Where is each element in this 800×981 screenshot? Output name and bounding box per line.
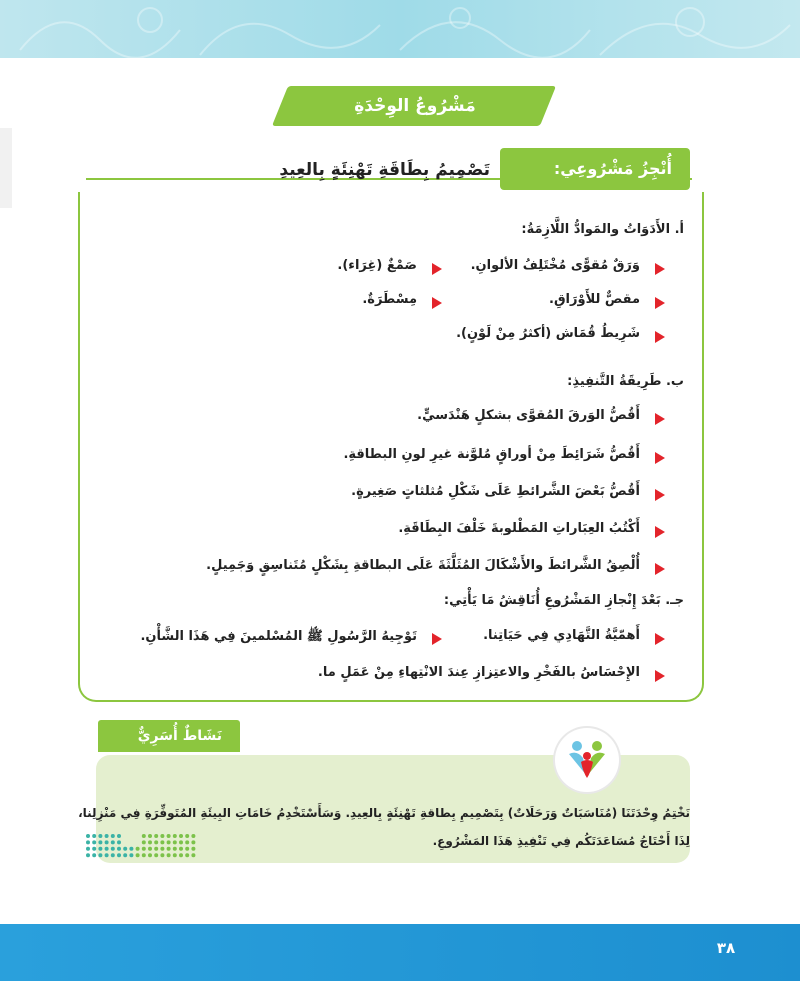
logo-dot (86, 853, 90, 857)
logo-dot (105, 840, 109, 844)
ministry-logo-dots (84, 832, 200, 860)
logo-dot (148, 847, 152, 851)
logo-dot (148, 834, 152, 838)
logo-dot (117, 853, 121, 857)
logo-dot (160, 834, 164, 838)
logo-dot (191, 847, 195, 851)
logo-dot (148, 853, 152, 857)
logo-dot (142, 847, 146, 851)
logo-dot (160, 847, 164, 851)
family-icon (555, 728, 619, 792)
arrow-bullet-icon (655, 413, 665, 425)
family-activity-text-2: لِذَا أَحْتَاجُ مُسَاعَدَتَكُم فِي تَنْفِيذِ هَذَا المَشْرُوعِ. (432, 834, 690, 848)
project-title: تَصْمِيمُ بِطَاقَةِ تَهْنِئَةٍ بِالعِيدِ (279, 160, 490, 180)
arrow-bullet-icon (655, 563, 665, 575)
logo-dot (98, 853, 102, 857)
bottom-band (0, 924, 800, 981)
logo-dot (86, 834, 90, 838)
logo-dot (167, 840, 171, 844)
arrow-bullet-icon (655, 633, 665, 645)
section-b-title: ب. طَرِيقَةُ التَّنفِيذِ: (567, 374, 684, 389)
logo-dot (173, 834, 177, 838)
logo-dot (191, 840, 195, 844)
arrow-bullet-icon (655, 489, 665, 501)
list-item: أَقُصُّ شَرَائِطَ مِنْ أوراقٍ مُلوَّنة غيرِ لونِ البطاقةِ. (343, 447, 640, 462)
logo-dot (111, 840, 115, 844)
logo-dot (185, 853, 189, 857)
logo-dot (117, 834, 121, 838)
logo-dot (154, 847, 158, 851)
list-item: أُلْصِقُ الشَّرائطَ والأَشْكَالَ المُثَلَّثَةَ عَلَى البطاقةِ بِشَكْلٍ مُتَناسِقٍ وَجَمِيلٍ. (206, 558, 640, 573)
logo-dot (86, 847, 90, 851)
list-item: أَكْتُبُ العِبَاراتِ المَطْلوبةَ خَلْفَ البِطَاقَةِ. (398, 521, 640, 536)
logo-dot (185, 847, 189, 851)
logo-dot (86, 840, 90, 844)
section-c-title: جـ. بَعْدَ إِنْجازِ المَشْرُوعِ أُنَاقِشُ مَا يَأْتِي: (443, 593, 684, 608)
logo-dot (179, 853, 183, 857)
arrow-bullet-icon (432, 297, 442, 309)
list-item: مقصٌّ للأَوْرَاقِ. (549, 292, 640, 307)
logo-dot (92, 847, 96, 851)
logo-dot (142, 834, 146, 838)
logo-dot (111, 853, 115, 857)
logo-dot (105, 853, 109, 857)
family-figures (555, 728, 619, 792)
arrow-bullet-icon (432, 263, 442, 275)
list-item: أَهمّيَّةُ التَّهَادِي فِي حَيَاتِنا. (483, 628, 640, 643)
arrow-bullet-icon (655, 297, 665, 309)
arrow-bullet-icon (655, 452, 665, 464)
logo-dot (98, 840, 102, 844)
section-a-title: أ. الأَدَوَاتُ والمَوادُّ اللَّازِمَةُ: (521, 222, 684, 237)
logo-dot (179, 834, 183, 838)
logo-dot (98, 834, 102, 838)
logo-dot (179, 840, 183, 844)
logo-dot (167, 853, 171, 857)
list-item: مِسْطَرَةٌ. (362, 292, 417, 307)
logo-dot (185, 840, 189, 844)
arrow-bullet-icon (655, 331, 665, 343)
logo-dot (185, 834, 189, 838)
logo-dot (92, 853, 96, 857)
list-item: وَرَقٌ مُقوًّى مُخْتَلِفُ الألوانِ. (470, 258, 640, 273)
logo-dot (142, 853, 146, 857)
logo-dot (117, 840, 121, 844)
logo-dot (105, 834, 109, 838)
logo-dot (167, 834, 171, 838)
arrow-bullet-icon (655, 670, 665, 682)
list-item: صَمْغٌ (غِرَاء). (337, 258, 417, 273)
logo-dot (179, 847, 183, 851)
arrow-bullet-icon (655, 263, 665, 275)
logo-dot (92, 840, 96, 844)
logo-dot (191, 834, 195, 838)
logo-dot (167, 847, 171, 851)
logo-dot (136, 853, 140, 857)
logo-dot (123, 847, 127, 851)
logo-dot (105, 847, 109, 851)
logo-dot (92, 834, 96, 838)
logo-dot (173, 847, 177, 851)
unit-title: مَشْرُوعُ الوِحْدَةِ (354, 96, 476, 116)
page-edge-tab (0, 128, 12, 208)
family-activity-text-1: نَخْتِمُ وِحْدَتَنَا (مُنَاسَبَاتٌ وَرَحَلَاتٌ) بِتَصْمِيمِ بِطاقةِ تَهْنِئَةٍ بِالعِيدِ. وَسَأَسْتَخْدِمُ خَامَاتِ البِيئَةِ المُتَوفِّرَةِ فِي مَنْزِلِنا، (78, 806, 690, 820)
page-number: ٣٨ (716, 939, 736, 957)
logo-dot (117, 847, 121, 851)
logo-dot (98, 847, 102, 851)
logo-dot (123, 853, 127, 857)
logo-dot (173, 853, 177, 857)
list-item: الإِحْسَاسُ بالفَخْرِ والاعتِزازِ عِندَ الانْتِهاءِ مِنْ عَمَلٍ ما. (317, 665, 640, 680)
project-label: أُنْجِزُ مَشْرُوعِي: (500, 148, 690, 190)
logo-dot (160, 840, 164, 844)
top-pattern (0, 0, 800, 58)
arrow-bullet-icon (432, 633, 442, 645)
logo-dot (142, 840, 146, 844)
logo-dot (154, 853, 158, 857)
list-item: تَوْجِيهُ الرَّسُولِ ﷺ المُسْلمينَ فِي هَذَا الشَّأْنِ. (140, 629, 417, 644)
logo-dot (154, 840, 158, 844)
logo-dot (191, 853, 195, 857)
top-decorative-band (0, 0, 800, 58)
logo-dot (111, 834, 115, 838)
logo-dot (111, 847, 115, 851)
logo-dot (154, 834, 158, 838)
family-activity-label: نَشَاطٌ أُسَرِيٌّ (98, 720, 240, 752)
list-item: شَرِيطُ قُمَاش (أكثرُ مِنْ لَوْنٍ). (456, 326, 640, 341)
logo-dot (173, 840, 177, 844)
logo-dot (148, 840, 152, 844)
logo-dot (160, 853, 164, 857)
logo-dot (129, 847, 133, 851)
logo-dot (129, 853, 133, 857)
list-item: أَقُصُّ بَعْضَ الشَّرائطِ عَلَى شَكْلِ مُثلثاتٍ صَغِيرةٍ. (351, 484, 640, 499)
logo-dot (136, 847, 140, 851)
list-item: أَقُصُّ الوَرقَ المُقوَّى بشكلٍ هَنْدَسيٍّ. (417, 408, 640, 423)
arrow-bullet-icon (655, 526, 665, 538)
